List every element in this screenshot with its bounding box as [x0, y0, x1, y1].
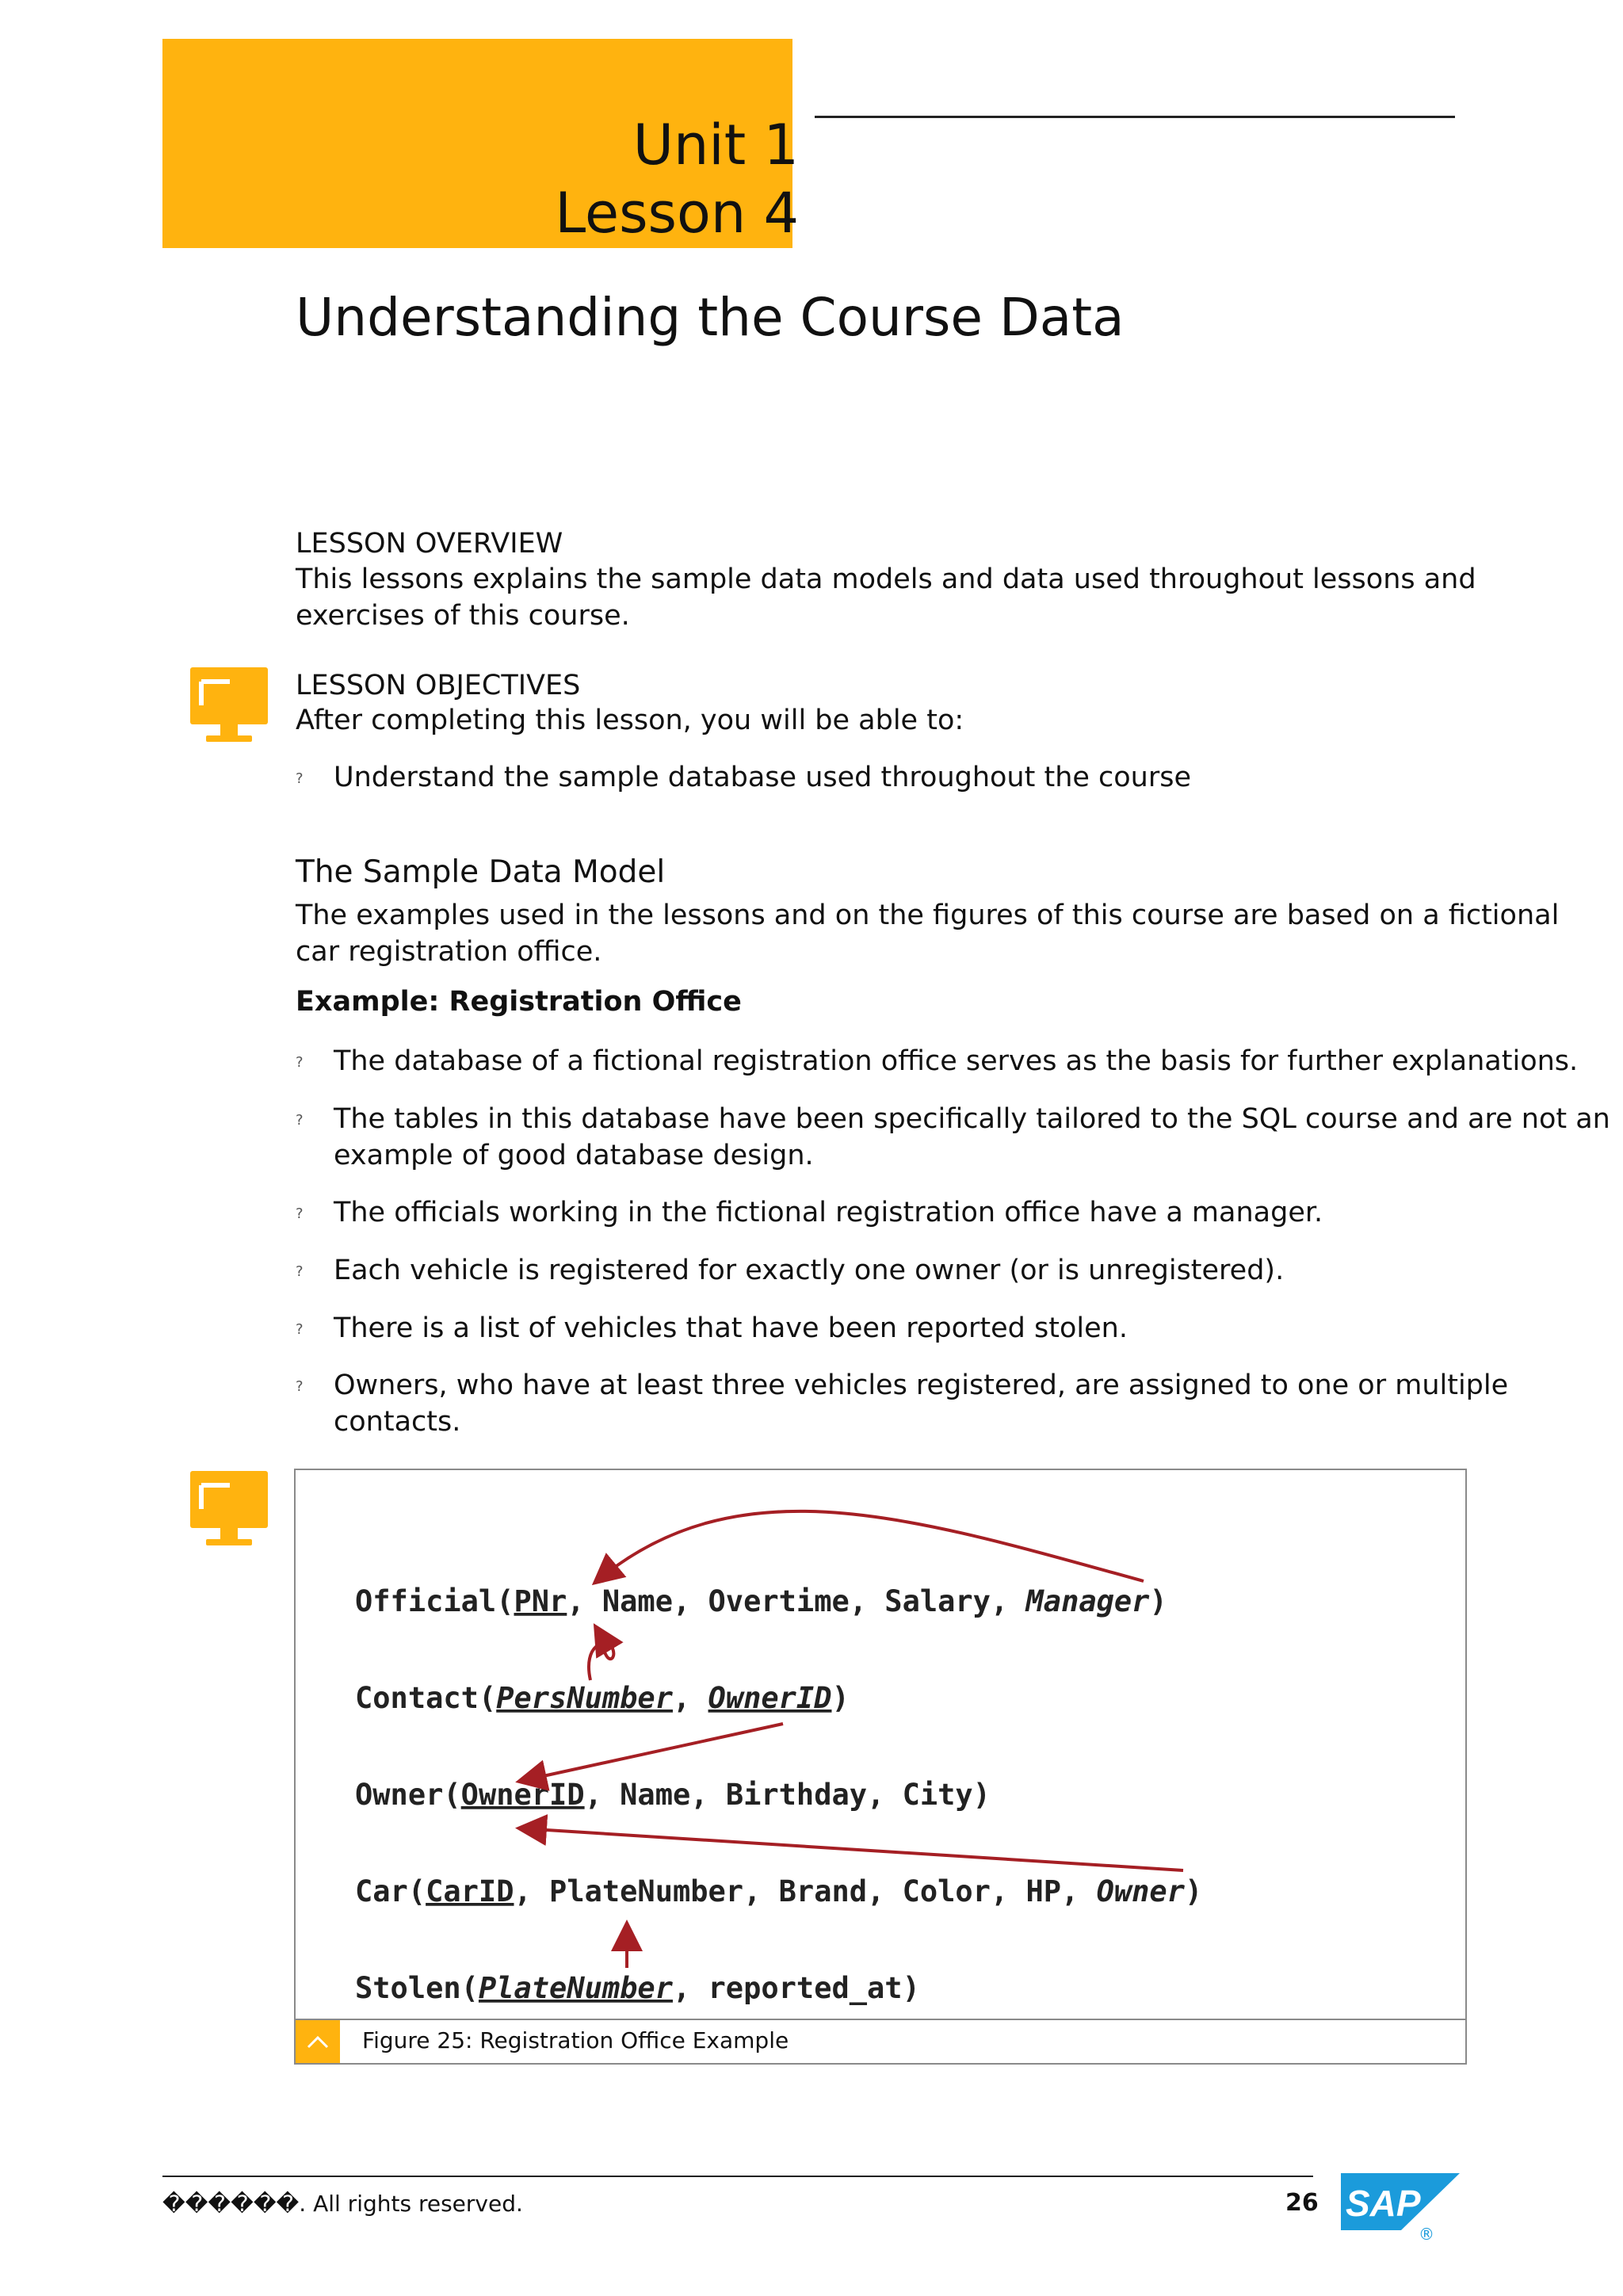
- list-item: ? Owners, who have at least three vehicles registered, are assigned to one or multiple contacts.: [296, 1370, 1509, 1438]
- monitor-icon: [190, 667, 268, 747]
- arrow-ownerid-to-owner: [521, 1724, 783, 1781]
- schema-line-owner: Owner(OwnerID, Name, Birthday, City): [355, 1778, 991, 1812]
- bullet-icon: ?: [296, 1378, 304, 1395]
- sap-logo: [1341, 2173, 1460, 2241]
- example-heading: Example: Registration Office: [296, 986, 742, 1018]
- section-heading: The Sample Data Model: [296, 854, 666, 890]
- bullet-icon: ?: [296, 1321, 304, 1338]
- header-rule: [815, 116, 1455, 118]
- figure-caption: Figure 25: Registration Office Example: [362, 2027, 789, 2053]
- list-item: ? Each vehicle is registered for exactly one owner (or is unregistered).: [296, 1255, 1285, 1286]
- monitor-icon: [190, 1471, 268, 1550]
- section-intro-text: The examples used in the lessons and on the figures of this course are based on a fictional car registration office.: [296, 900, 1560, 968]
- schema-line-stolen: Stolen(PlateNumber, reported_at): [355, 1971, 920, 2005]
- schema-line-car: Car(CarID, PlateNumber, Brand, Color, HP, Owner): [355, 1874, 1203, 1908]
- arrow-manager-to-pnr: [597, 1511, 1144, 1581]
- list-item: ? The database of a fictional registration office serves as the basis for further explanations.: [296, 1045, 1579, 1077]
- bullet-icon: ?: [296, 770, 304, 787]
- list-item: ? The tables in this database have been specifically tailored to the SQL course and are not an example of good database design.: [296, 1103, 1610, 1171]
- bullet-icon: ?: [296, 1112, 304, 1129]
- lesson-overview-label: LESSON OVERVIEW: [296, 528, 563, 560]
- registration-office-schema-diagram: [296, 1470, 1465, 2017]
- list-item: ? There is a list of vehicles that have been reported stolen.: [296, 1312, 1128, 1344]
- collapse-chevron-icon[interactable]: [296, 2020, 340, 2063]
- unit-lesson-title: [444, 111, 799, 247]
- arrow-persnumber-to-pnr: [589, 1629, 613, 1680]
- lesson-objectives-intro: After completing this lesson, you will be able to:: [296, 705, 964, 736]
- bullet-icon: ?: [296, 1205, 304, 1222]
- objective-item: ? Understand the sample database used throughout the course: [296, 762, 1192, 793]
- footer-copyright: ������. All rights reserved.: [162, 2191, 523, 2217]
- svg-text:SAP: SAP: [1346, 2183, 1421, 2224]
- footer-rule: [162, 2176, 1313, 2177]
- list-item: ? The officials working in the fictional registration office have a manager.: [296, 1197, 1323, 1228]
- unit-label: Unit 1: [632, 113, 799, 178]
- page-title: Understanding the Course Data: [296, 287, 1125, 348]
- schema-line-official: Official(PNr, Name, Overtime, Salary, Manager): [355, 1584, 1167, 1618]
- svg-text:®: ®: [1419, 2225, 1434, 2241]
- bullet-icon: ?: [296, 1263, 304, 1280]
- lesson-label: Lesson 4: [555, 181, 799, 246]
- lesson-objectives-label: LESSON OBJECTIVES: [296, 670, 581, 701]
- schema-line-contact: Contact(PersNumber, OwnerID): [355, 1681, 850, 1715]
- lesson-overview-text: This lessons explains the sample data models and data used throughout lessons and exercises of this course.: [296, 563, 1476, 632]
- page-number: 26: [1285, 2189, 1319, 2217]
- bullet-icon: ?: [296, 1054, 304, 1071]
- arrow-car-owner-to-owner: [521, 1828, 1183, 1870]
